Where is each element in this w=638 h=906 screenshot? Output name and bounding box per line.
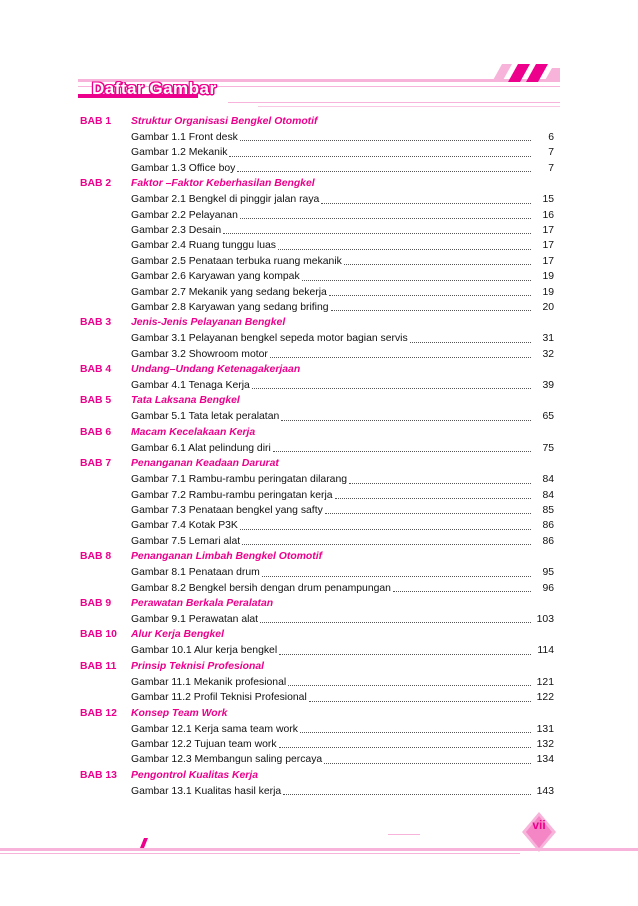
figure-entry[interactable] xyxy=(80,612,554,627)
figure-page-number: 32 xyxy=(542,348,554,360)
figure-label: Gambar 10.1 Alur kerja bengkel xyxy=(131,645,278,657)
chapter-number: BAB 13 xyxy=(80,769,117,781)
figure-label: Gambar 11.1 Mekanik profesional xyxy=(131,676,287,688)
figure-label: Gambar 8.1 Penataan drum xyxy=(131,567,260,579)
chapter-heading xyxy=(80,456,554,472)
figure-label: Gambar 7.5 Lemari alat xyxy=(131,535,241,547)
dot-leader xyxy=(344,254,531,265)
figure-entry[interactable] xyxy=(80,581,554,596)
figure-label: Gambar 2.2 Pelayanan xyxy=(131,209,238,221)
figure-entry[interactable] xyxy=(80,269,554,284)
figure-page-number: 132 xyxy=(536,738,554,750)
footer-decoration xyxy=(0,800,638,900)
chapter-title: Penanganan Keadaan Darurat xyxy=(131,458,279,470)
figure-entry[interactable] xyxy=(80,238,554,253)
dot-leader xyxy=(283,784,531,795)
dot-leader xyxy=(300,722,531,733)
figure-page-number: 131 xyxy=(536,723,554,735)
figure-entry[interactable] xyxy=(80,300,554,315)
chapter-heading xyxy=(80,549,554,565)
figure-entry[interactable] xyxy=(80,565,554,580)
figure-entry[interactable] xyxy=(80,347,554,362)
chapter-title: Konsep Team Work xyxy=(131,707,228,719)
chapter-heading xyxy=(80,176,554,192)
chapter-title: Struktur Organisasi Bengkel Otomotif xyxy=(131,116,318,127)
dot-leader xyxy=(324,752,531,763)
figure-entry[interactable] xyxy=(80,441,554,456)
figure-page-number: 17 xyxy=(542,240,554,252)
figure-page-number: 17 xyxy=(542,255,554,267)
chapter-heading xyxy=(80,627,554,643)
chapter-number: BAB 8 xyxy=(80,551,112,563)
figure-page-number: 121 xyxy=(536,676,554,688)
dot-leader xyxy=(240,130,531,141)
figure-page-number: 122 xyxy=(536,692,554,704)
figure-entry[interactable] xyxy=(80,208,554,223)
dot-leader xyxy=(262,565,531,576)
chapter-title: Undang–Undang Ketenagakerjaan xyxy=(131,364,301,376)
figure-page-number: 20 xyxy=(542,301,554,313)
chapter-number: BAB 4 xyxy=(80,364,112,376)
dot-leader xyxy=(325,503,531,514)
chapter-heading xyxy=(80,659,554,675)
page-number: vii xyxy=(532,818,546,832)
dot-leader xyxy=(331,300,531,311)
figure-page-number: 15 xyxy=(542,194,554,206)
figure-label: Gambar 1.2 Mekanik xyxy=(131,147,228,159)
figure-label: Gambar 3.2 Showroom motor xyxy=(131,348,268,360)
figure-entry[interactable] xyxy=(80,472,554,487)
dot-leader xyxy=(229,145,531,156)
chapter-heading xyxy=(80,114,554,130)
chapter-title: Faktor –Faktor Keberhasilan Bengkel xyxy=(131,178,315,190)
header-title: Daftar Gambar xyxy=(92,79,217,98)
chapter-heading xyxy=(80,393,554,409)
figure-label: Gambar 7.4 Kotak P3K xyxy=(131,520,238,532)
chapter-heading xyxy=(80,315,554,331)
figure-page-number: 7 xyxy=(548,162,554,174)
figure-label: Gambar 3.1 Pelayanan bengkel sepeda motor bagian servis xyxy=(131,333,408,345)
dot-leader xyxy=(252,378,531,389)
figure-label: Gambar 6.1 Alat pelindung diri xyxy=(131,442,271,454)
figure-label: Gambar 7.1 Rambu-rambu peringatan dilarang xyxy=(131,474,348,486)
figure-label: Gambar 2.7 Mekanik yang sedang bekerja xyxy=(131,286,327,298)
figure-entry[interactable] xyxy=(80,643,554,658)
dot-leader xyxy=(279,737,531,748)
figure-label: Gambar 4.1 Tenaga Kerja xyxy=(131,380,250,392)
figure-page-number: 84 xyxy=(542,489,554,501)
figure-page-number: 7 xyxy=(548,147,554,159)
figure-page-number: 114 xyxy=(537,645,554,657)
figure-entry[interactable] xyxy=(80,752,554,767)
figure-entry[interactable] xyxy=(80,722,554,737)
chapter-heading xyxy=(80,596,554,612)
dot-leader xyxy=(270,347,531,358)
figure-entry[interactable] xyxy=(80,145,554,160)
figure-label: Gambar 12.1 Kerja sama team work xyxy=(131,723,298,735)
figure-page-number: 75 xyxy=(542,442,554,454)
figure-page-number: 103 xyxy=(536,613,554,625)
figure-page-number: 143 xyxy=(536,785,554,797)
dot-leader xyxy=(349,472,531,483)
chapter-title: Tata Laksana Bengkel xyxy=(131,395,240,407)
figure-entry[interactable] xyxy=(80,254,554,269)
figure-entry[interactable] xyxy=(80,161,554,176)
chapter-title: Pengontrol Kualitas Kerja xyxy=(131,769,259,781)
chapter-title: Jenis-Jenis Pelayanan Bengkel xyxy=(131,317,286,329)
chapter-title: Macam Kecelakaan Kerja xyxy=(131,426,256,438)
figure-label: Gambar 11.2 Profil Teknisi Profesional xyxy=(131,692,307,704)
chapter-heading xyxy=(80,768,554,784)
figure-entry[interactable] xyxy=(80,130,554,145)
figure-entry[interactable] xyxy=(80,675,554,690)
chapter-title: Alur Kerja Bengkel xyxy=(131,629,224,641)
figure-entry[interactable] xyxy=(80,534,554,549)
figure-page-number: 19 xyxy=(542,286,554,298)
figure-label: Gambar 2.3 Desain xyxy=(131,224,222,236)
chapter-number: BAB 2 xyxy=(80,178,112,190)
figure-label: Gambar 7.3 Penataan bengkel yang safty xyxy=(131,505,323,517)
figure-page-number: 6 xyxy=(548,132,554,143)
dot-leader xyxy=(240,208,531,219)
figure-entry[interactable] xyxy=(80,518,554,533)
figure-page-number: 31 xyxy=(542,333,554,345)
figure-page-number: 86 xyxy=(542,520,554,532)
chapter-title: Perawatan Berkala Peralatan xyxy=(131,597,274,609)
figure-label: Gambar 2.6 Karyawan yang kompak xyxy=(131,271,300,283)
chapter-number: BAB 7 xyxy=(80,458,112,470)
dot-leader xyxy=(237,161,531,172)
chapter-number: BAB 10 xyxy=(80,629,117,641)
dot-leader xyxy=(302,269,531,280)
chapter-number: BAB 5 xyxy=(80,395,112,407)
figure-label: Gambar 8.2 Bengkel bersih dengan drum penampungan xyxy=(131,582,391,594)
chapter-number: BAB 6 xyxy=(80,426,112,438)
chapter-number: BAB 3 xyxy=(80,317,112,329)
figure-entry[interactable] xyxy=(80,488,554,503)
figure-entry[interactable] xyxy=(80,784,554,799)
chapter-heading xyxy=(80,362,554,378)
figure-page-number: 39 xyxy=(542,380,554,392)
chapter-heading xyxy=(80,425,554,441)
figure-entry[interactable] xyxy=(80,409,554,424)
header-banner xyxy=(78,60,560,120)
figure-page-number: 96 xyxy=(542,582,554,594)
figure-page-number: 16 xyxy=(542,209,554,221)
figure-page-number: 134 xyxy=(536,754,554,766)
list-of-figures xyxy=(80,114,554,799)
dot-leader xyxy=(240,518,531,529)
dot-leader xyxy=(329,285,531,296)
dot-leader xyxy=(242,534,531,545)
figure-label: Gambar 2.4 Ruang tunggu luas xyxy=(131,240,276,252)
dot-leader xyxy=(335,488,531,499)
dot-leader xyxy=(223,223,531,234)
chapter-number: BAB 9 xyxy=(80,597,112,609)
figure-page-number: 84 xyxy=(542,474,554,486)
figure-page-number: 19 xyxy=(542,271,554,283)
chapter-heading xyxy=(80,706,554,722)
figure-page-number: 17 xyxy=(542,224,554,236)
figure-label: Gambar 1.1 Front desk xyxy=(131,132,238,143)
figure-entry[interactable] xyxy=(80,378,554,393)
dot-leader xyxy=(278,238,531,249)
dot-leader xyxy=(393,581,531,592)
figure-entry[interactable] xyxy=(80,331,554,346)
figure-entry[interactable] xyxy=(80,285,554,300)
figure-page-number: 85 xyxy=(542,505,554,517)
dot-leader xyxy=(321,192,531,203)
figure-label: Gambar 13.1 Kualitas hasil kerja xyxy=(131,785,282,797)
figure-page-number: 65 xyxy=(542,411,554,423)
chapter-number: BAB 11 xyxy=(80,660,117,672)
dot-leader xyxy=(410,331,531,342)
figure-label: Gambar 7.2 Rambu-rambu peringatan kerja xyxy=(131,489,333,501)
figure-page-number: 86 xyxy=(542,535,554,547)
dot-leader xyxy=(260,612,531,623)
figure-label: Gambar 1.3 Office boy xyxy=(131,162,236,174)
chapter-title: Prinsip Teknisi Profesional xyxy=(131,660,264,672)
figure-label: Gambar 12.2 Tujuan team work xyxy=(131,738,277,750)
figure-entry[interactable] xyxy=(80,503,554,518)
dot-leader xyxy=(281,409,531,420)
figure-label: Gambar 2.5 Penataan terbuka ruang mekanik xyxy=(131,255,342,267)
dot-leader xyxy=(273,441,531,452)
figure-entry[interactable] xyxy=(80,223,554,238)
figure-label: Gambar 12.3 Membangun saling percaya xyxy=(131,754,323,766)
chapter-title: Penanganan Limbah Bengkel Otomotif xyxy=(131,551,323,563)
figure-label: Gambar 5.1 Tata letak peralatan xyxy=(131,411,280,423)
chapter-number: BAB 1 xyxy=(80,116,112,127)
figure-entry[interactable] xyxy=(80,737,554,752)
figure-entry[interactable] xyxy=(80,192,554,207)
figure-entry[interactable] xyxy=(80,690,554,705)
dot-leader xyxy=(309,690,531,701)
figure-label: Gambar 2.1 Bengkel di pinggir jalan raya xyxy=(131,194,320,206)
figure-label: Gambar 2.8 Karyawan yang sedang brifing xyxy=(131,301,329,313)
dot-leader xyxy=(279,643,531,654)
dot-leader xyxy=(288,675,531,686)
chapter-number: BAB 12 xyxy=(80,707,117,719)
figure-page-number: 95 xyxy=(542,567,554,579)
figure-label: Gambar 9.1 Perawatan alat xyxy=(131,613,259,625)
